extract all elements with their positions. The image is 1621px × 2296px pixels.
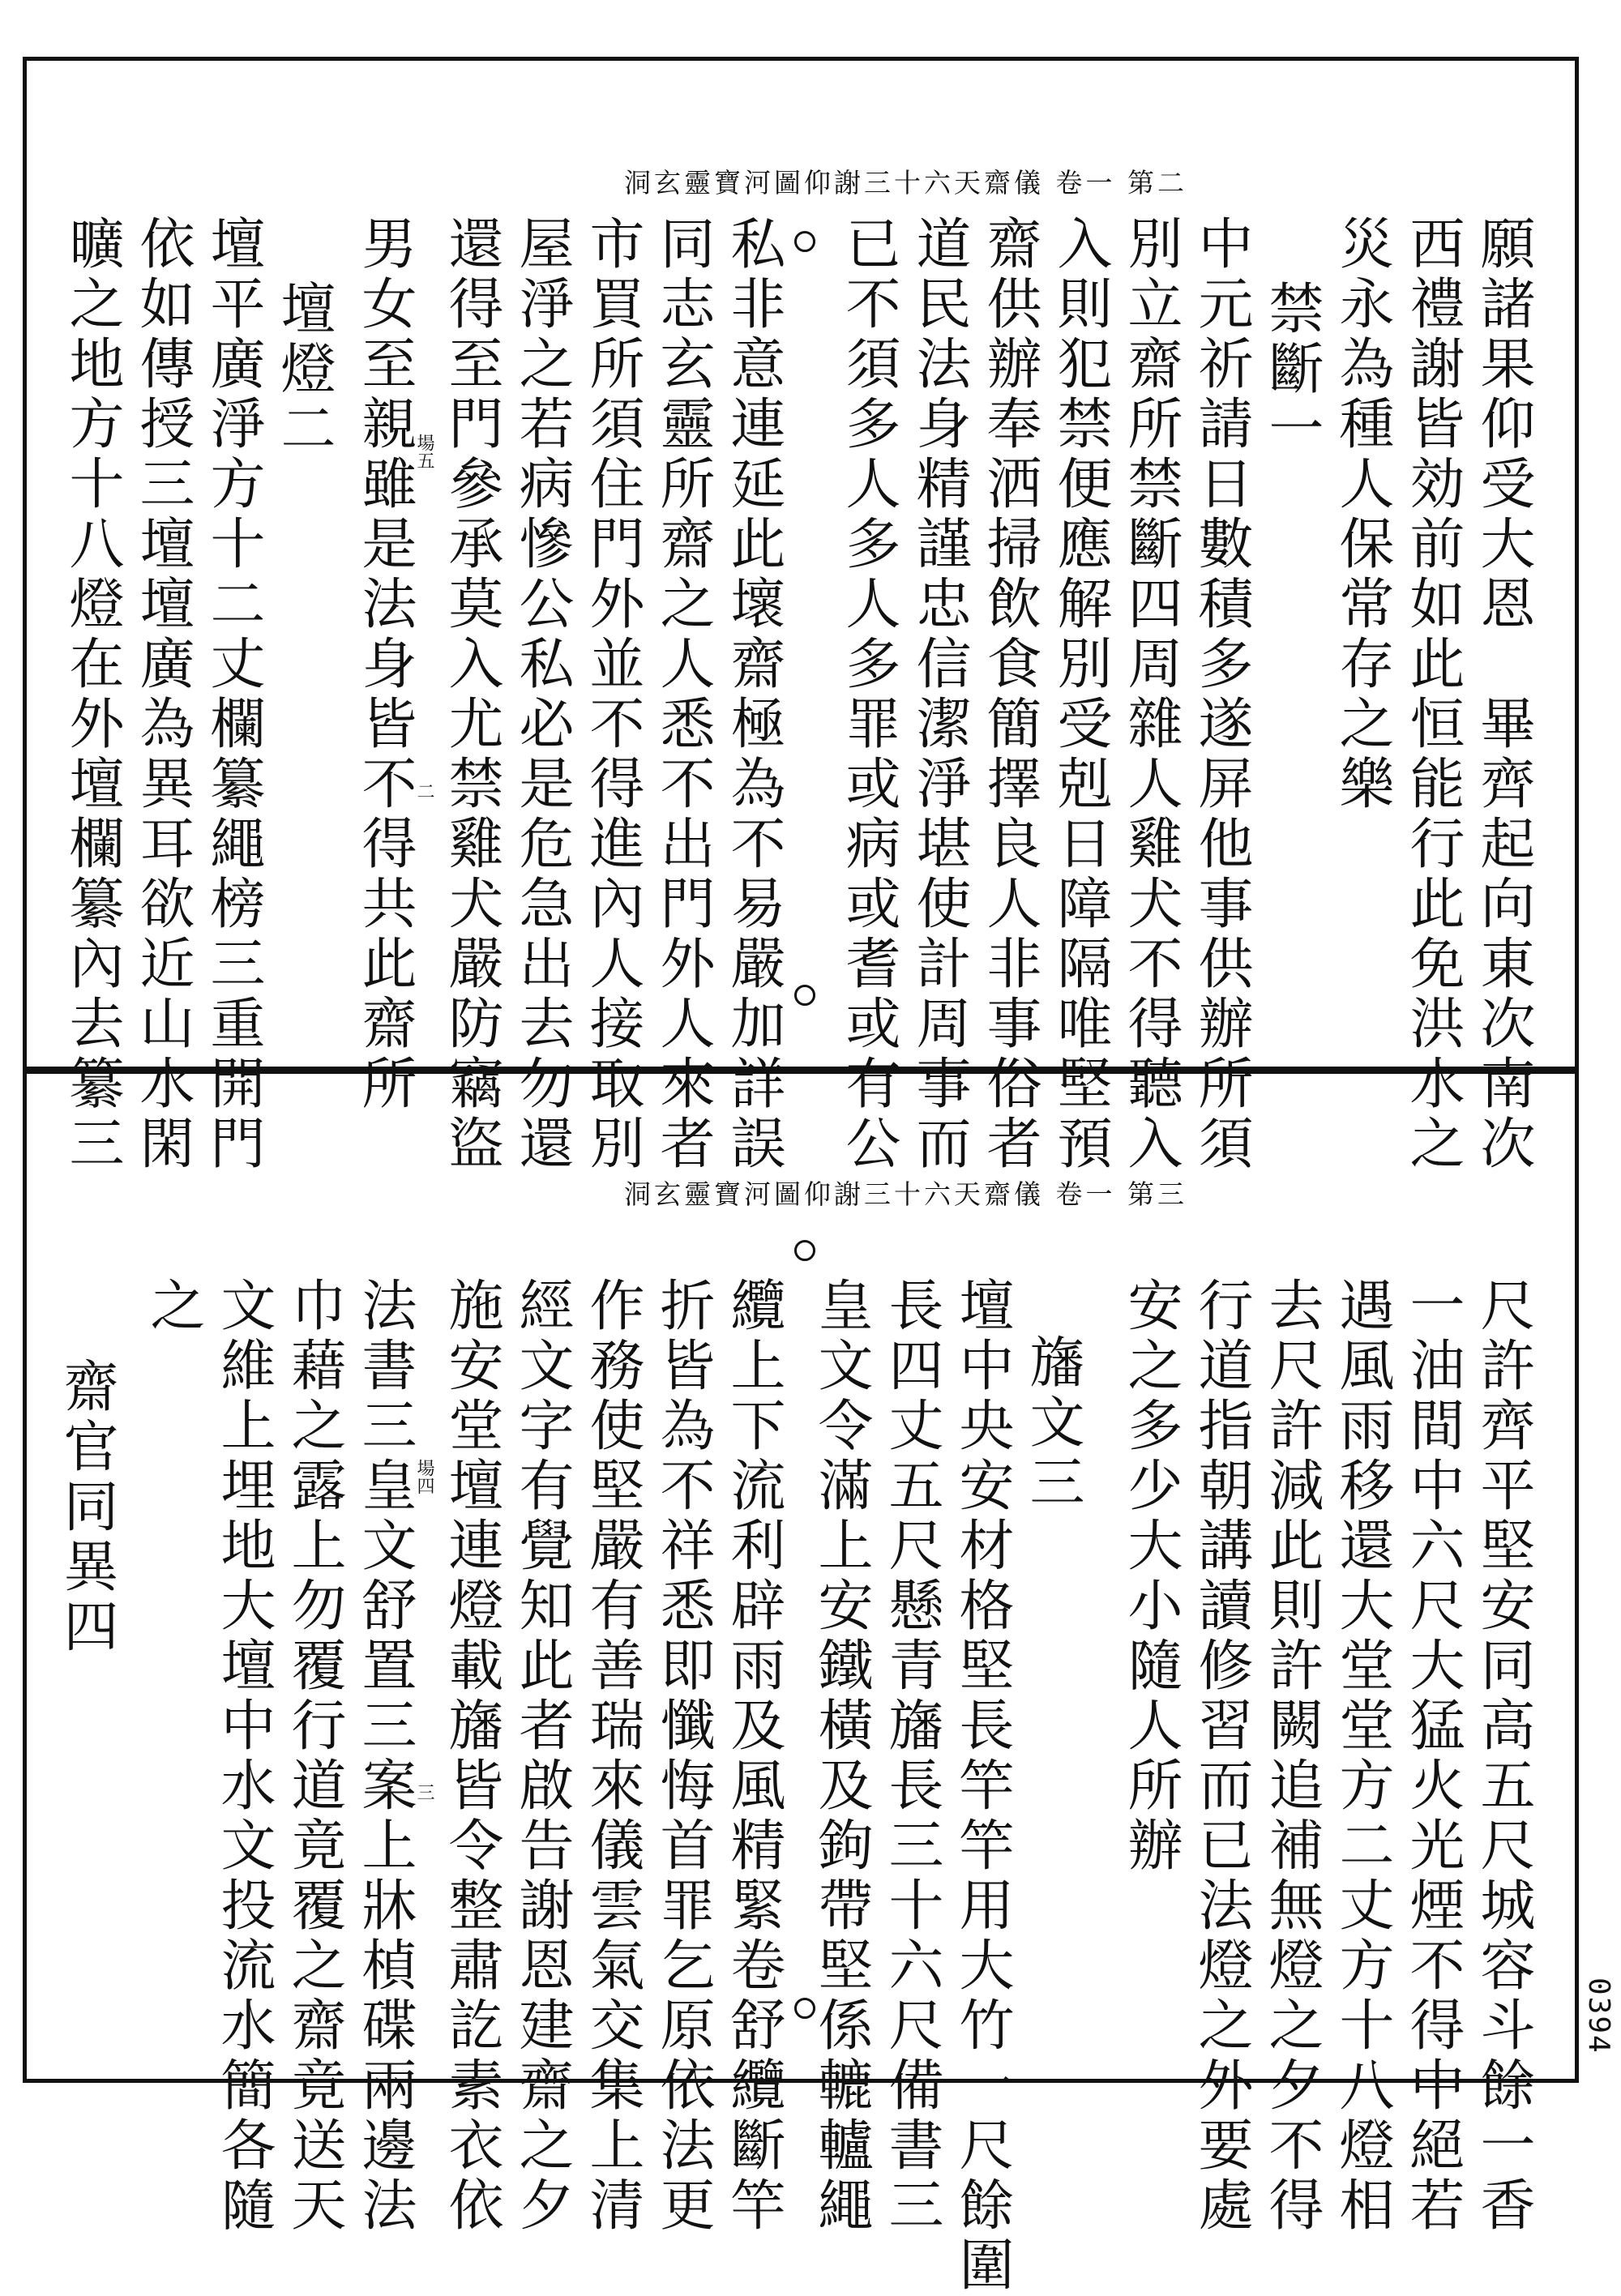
top-column: 依如傳授三壇壇廣為異耳欲近山水閑 bbox=[130, 215, 195, 1174]
punctuation-circle bbox=[794, 985, 815, 1006]
top-column: 屋淨之若病慘公私必是危急出去勿還 bbox=[510, 215, 574, 1174]
top-column: 道民法身精謹忠信潔淨堪使計周事而 bbox=[907, 215, 971, 1174]
bottom-column: 施安堂壇連燈載旛皆令整肅訖素衣依 bbox=[439, 1276, 503, 2236]
top-column: 齋供辦奉洒掃飲食簡擇良人非事俗者 bbox=[977, 215, 1041, 1174]
bottom-column: 壇中央安材格堅長竿竿用大竹一尺餘圍 bbox=[950, 1276, 1014, 2296]
top-column: 禁斷一 bbox=[1260, 280, 1324, 460]
top-column: 西禮謝皆効前如此恒能行此免洪水之 bbox=[1401, 215, 1465, 1174]
bottom-column: 經文字有覺知此者啟告謝恩建齋之夕 bbox=[510, 1276, 574, 2236]
bottom-column: 安之多少大小隨人所辦 bbox=[1118, 1276, 1183, 1876]
punctuation-circle bbox=[794, 1240, 815, 1261]
bottom-column: 遇風雨移還大堂堂方二丈方十八燈相 bbox=[1330, 1276, 1394, 2236]
bottom-margin-note: 場四 bbox=[414, 1459, 434, 1494]
bottom-column: 法書三皇文舒置三案上牀楨碟兩邊法 bbox=[353, 1276, 417, 2236]
top-column: 私非意連延此壞齋極為不易嚴加詳誤 bbox=[721, 215, 785, 1174]
bottom-column: 旛文三 bbox=[1020, 1333, 1084, 1513]
bottom-column: 尺許齊平堅安同高五尺城容斗餘一香 bbox=[1471, 1276, 1535, 2236]
bottom-column: 纜上下流利辟雨及風精緊卷舒纜斷竿 bbox=[721, 1276, 785, 2236]
bottom-column: 長四丈五尺懸青旛長三十六尺備書三 bbox=[879, 1276, 943, 2236]
bottom-column: 皇文令滿上安鐵橫及鉤帶堅係轆轤繩 bbox=[809, 1276, 873, 2236]
top-column: 同志玄靈所齋之人悉不出門外人來者 bbox=[651, 215, 715, 1174]
bottom-column: 之 bbox=[141, 1276, 205, 1336]
bottom-column: 折皆為不祥悉即懺悔首罪乞原依法更 bbox=[651, 1276, 715, 2236]
top-column: 男女至親雖是法身皆不得共此齋所 bbox=[353, 215, 417, 1114]
top-panel-header: 洞玄靈寶河圖仰謝三十六天齋儀 卷一 第二 bbox=[624, 167, 1187, 199]
bottom-column: 行道指朝講讀修習而已法燈之外要處 bbox=[1189, 1276, 1253, 2236]
top-column: 壇燈二 bbox=[272, 280, 336, 460]
top-column: 別立齋所禁斷四周雜人雞犬不得聽入 bbox=[1118, 215, 1183, 1174]
bottom-column: 作務使堅嚴有善瑞來儀雲氣交集上清 bbox=[580, 1276, 644, 2236]
top-column: 已不須多人多人多罪或病或耆或有公 bbox=[836, 215, 900, 1174]
top-column: 災永為種人保常存之樂 bbox=[1330, 215, 1394, 815]
top-column: 市買所須住門外並不得進內人接取別 bbox=[580, 215, 644, 1174]
page-number: 0394 bbox=[1582, 1977, 1615, 2054]
punctuation-circle bbox=[794, 1998, 815, 2019]
top-column: 壇平廣淨方十二丈欄纂繩榜三重開門 bbox=[201, 215, 265, 1174]
top-margin-note: 場五 bbox=[414, 434, 434, 469]
punctuation-circle bbox=[794, 231, 815, 252]
top-column: 還得至門參承莫入尤禁雞犬嚴防竊盜 bbox=[439, 215, 503, 1174]
bottom-column: 文維上埋地大壇中水文投流水簡各隨 bbox=[212, 1276, 276, 2236]
bottom-margin-note: 三 bbox=[414, 1783, 434, 1801]
top-column: 入則犯禁便應解別受剋日障隔唯堅預 bbox=[1048, 215, 1112, 1174]
bottom-column: 齋官同異四 bbox=[54, 1358, 118, 1657]
bottom-column: 一油間中六尺大猛火光煙不得中絕若 bbox=[1401, 1276, 1465, 2236]
top-column: 曠之地方十八燈在外壇欄纂內去纂三 bbox=[60, 215, 124, 1174]
bottom-column: 去尺許減此則許闕追補無燈之夕不得 bbox=[1260, 1276, 1324, 2236]
top-margin-note: 二 bbox=[414, 782, 434, 800]
top-column: 中元祈請日數積多遂屏他事供辦所須 bbox=[1189, 215, 1253, 1174]
bottom-panel-header: 洞玄靈寶河圖仰謝三十六天齋儀 卷一 第三 bbox=[624, 1178, 1187, 1210]
top-column: 願諸果仰受大恩 畢齊起向東次南次 bbox=[1471, 215, 1535, 1174]
bottom-column: 巾藉之露上勿覆行道竟覆之齋竟送天 bbox=[282, 1276, 346, 2236]
